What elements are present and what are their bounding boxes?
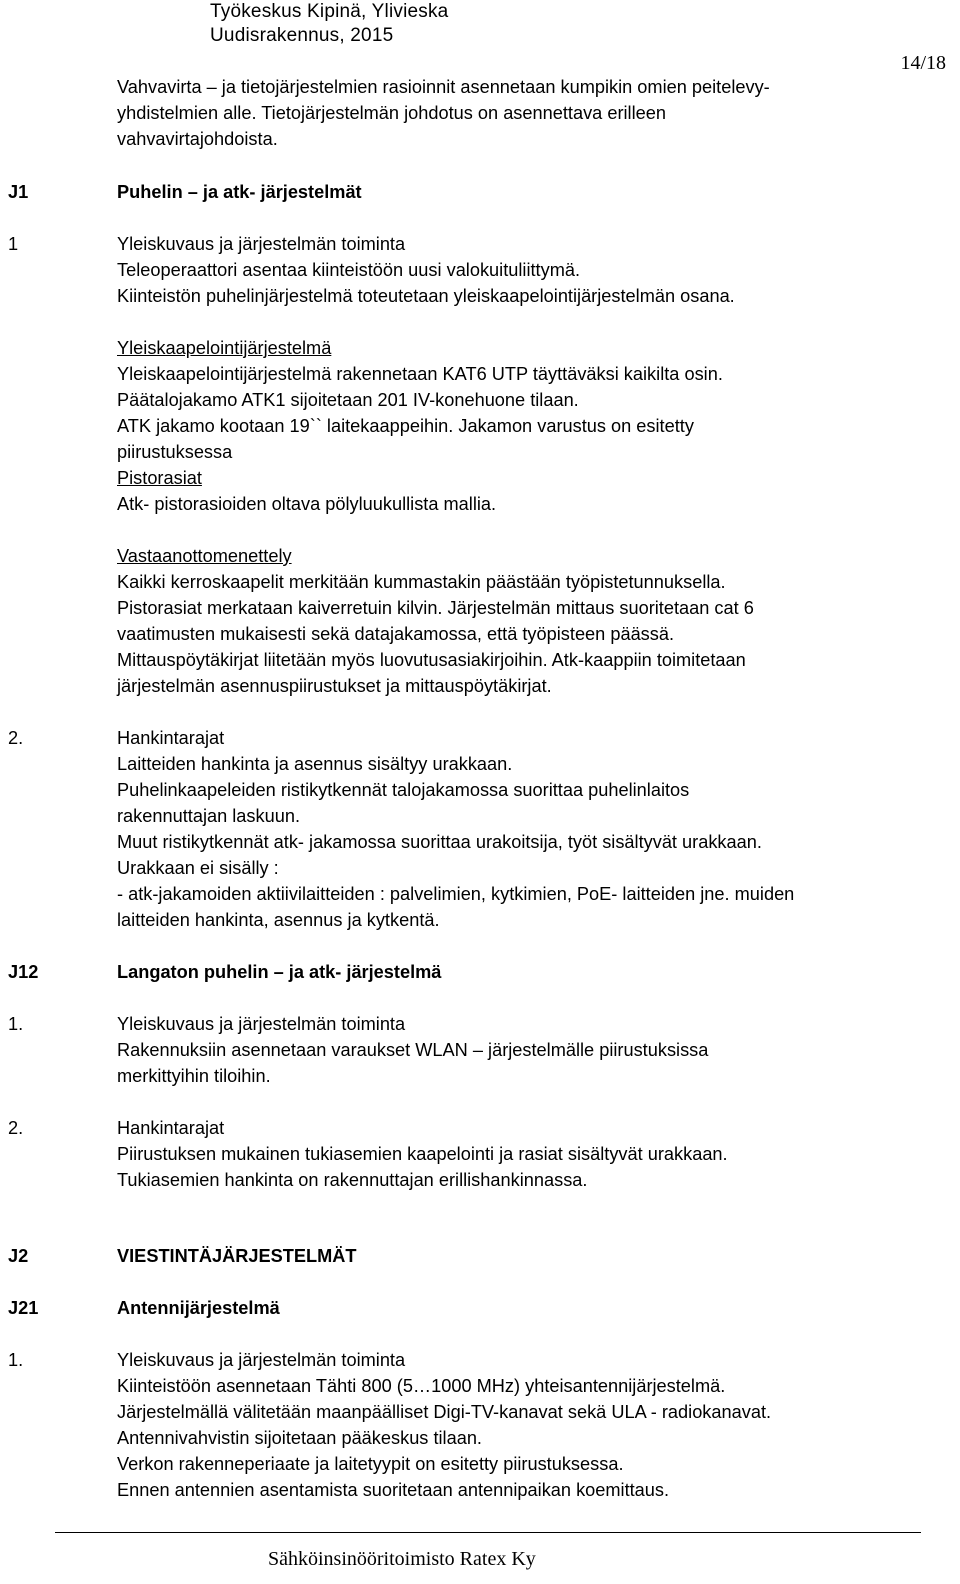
subsection-title: Yleiskuvaus ja järjestelmän toiminta: [117, 1350, 406, 1370]
underlined-heading: Yleiskaapelointijärjestelmä: [117, 338, 332, 358]
text-line: Rakennuksiin asennetaan varaukset WLAN – järjestelmälle piirustuksissa: [117, 1040, 709, 1060]
text-line: Atk- pistorasioiden oltava pölyluukullista mallia.: [117, 494, 497, 514]
section-title: VIESTINTÄJÄRJESTELMÄT: [117, 1246, 357, 1266]
text-line: ATK jakamo kootaan 19`` laitekaappeihin. Jakamon varustus on esitetty: [117, 416, 694, 436]
subsection-number: 2.: [8, 728, 24, 748]
subsection-title: Hankintarajat: [117, 1118, 225, 1138]
text-line: Verkon rakenneperiaate ja laitetyypit on esitetty piirustuksessa.: [117, 1454, 624, 1474]
section-code: J12: [8, 962, 39, 982]
text-line: Antennivahvistin sijoitetaan pääkeskus tilaan.: [117, 1428, 482, 1448]
subsection-number: 1.: [8, 1350, 24, 1370]
underlined-heading: Vastaanottomenettely: [117, 546, 292, 566]
section-code: J1: [8, 182, 29, 202]
text-line: merkittyihin tiloihin.: [117, 1066, 271, 1086]
text-line: Kaikki kerroskaapelit merkitään kummastakin päästään työpistetunnuksella.: [117, 572, 726, 592]
text-line: Piirustuksen mukainen tukiasemien kaapelointi ja rasiat sisältyvät urakkaan.: [117, 1144, 728, 1164]
text-line: Kiinteistön puhelinjärjestelmä toteutetaan yleiskaapelointijärjestelmän osana.: [117, 286, 735, 306]
text-line: laitteiden hankinta, asennus ja kytkentä.: [117, 910, 440, 930]
text-line: Laitteiden hankinta ja asennus sisältyy urakkaan.: [117, 754, 513, 774]
text-line: - atk-jakamoiden aktiivilaitteiden : palvelimien, kytkimien, PoE- laitteiden jne. muiden: [117, 884, 795, 904]
text-line: Päätalojakamo ATK1 sijoitetaan 201 IV-konehuone tilaan.: [117, 390, 579, 410]
underlined-heading: Pistorasiat: [117, 468, 202, 488]
intro-line: Vahvavirta – ja tietojärjestelmien rasioinnit asennetaan kumpikin omien peitelevy-: [117, 77, 770, 97]
text-line: rakennuttajan laskuun.: [117, 806, 301, 826]
text-line: Ennen antennien asentamista suoritetaan antennipaikan koemittaus.: [117, 1480, 670, 1500]
text-line: Puhelinkaapeleiden ristikytkennät talojakamossa suorittaa puhelinlaitos: [117, 780, 690, 800]
intro-line: vahvavirtajohdoista.: [117, 129, 278, 149]
text-line: Tukiasemien hankinta on rakennuttajan erillishankinnassa.: [117, 1170, 588, 1190]
subsection-title: Yleiskuvaus ja järjestelmän toiminta: [117, 234, 406, 254]
page-number: 14/18: [900, 52, 946, 74]
text-line: Mittauspöytäkirjat liitetään myös luovutusasiakirjoihin. Atk-kaappiin toimitetaan: [117, 650, 746, 670]
section-title: Puhelin – ja atk- järjestelmät: [117, 182, 362, 202]
text-line: Kiinteistöön asennetaan Tähti 800 (5…1000 MHz) yhteisantennijärjestelmä.: [117, 1376, 726, 1396]
section-code: J2: [8, 1246, 29, 1266]
text-line: Urakkaan ei sisälly :: [117, 858, 279, 878]
footer-company: Sähköinsinööritoimisto Ratex Ky: [268, 1548, 536, 1570]
header-project: Työkeskus Kipinä, Ylivieska: [210, 1, 449, 22]
text-line: Yleiskaapelointijärjestelmä rakennetaan KAT6 UTP täyttäväksi kaikilta osin.: [117, 364, 723, 384]
footer-rule: [55, 1532, 921, 1533]
text-line: Muut ristikytkennät atk- jakamossa suorittaa urakoitsija, työt sisältyvät urakkaan.: [117, 832, 762, 852]
subsection-number: 1.: [8, 1014, 24, 1034]
subsection-number: 1: [8, 234, 19, 254]
text-line: Pistorasiat merkataan kaiverretuin kilvin. Järjestelmän mittaus suoritetaan cat 6: [117, 598, 754, 618]
text-line: Teleoperaattori asentaa kiinteistöön uusi valokuituliittymä.: [117, 260, 581, 280]
text-line: Järjestelmällä välitetään maanpäälliset Digi-TV-kanavat sekä ULA - radiokanavat.: [117, 1402, 772, 1422]
header-subtitle: Uudisrakennus, 2015: [210, 25, 394, 46]
subsection-title: Hankintarajat: [117, 728, 225, 748]
section-title: Antennijärjestelmä: [117, 1298, 280, 1318]
subsection-title: Yleiskuvaus ja järjestelmän toiminta: [117, 1014, 406, 1034]
text-line: vaatimusten mukaisesti sekä datajakamossa, että työpisteen päässä.: [117, 624, 675, 644]
text-line: järjestelmän asennuspiirustukset ja mittauspöytäkirjat.: [117, 676, 552, 696]
subsection-number: 2.: [8, 1118, 24, 1138]
section-title: Langaton puhelin – ja atk- järjestelmä: [117, 962, 442, 982]
intro-line: yhdistelmien alle. Tietojärjestelmän johdotus on asennettava erilleen: [117, 103, 666, 123]
section-code: J21: [8, 1298, 39, 1318]
text-line: piirustuksessa: [117, 442, 233, 462]
